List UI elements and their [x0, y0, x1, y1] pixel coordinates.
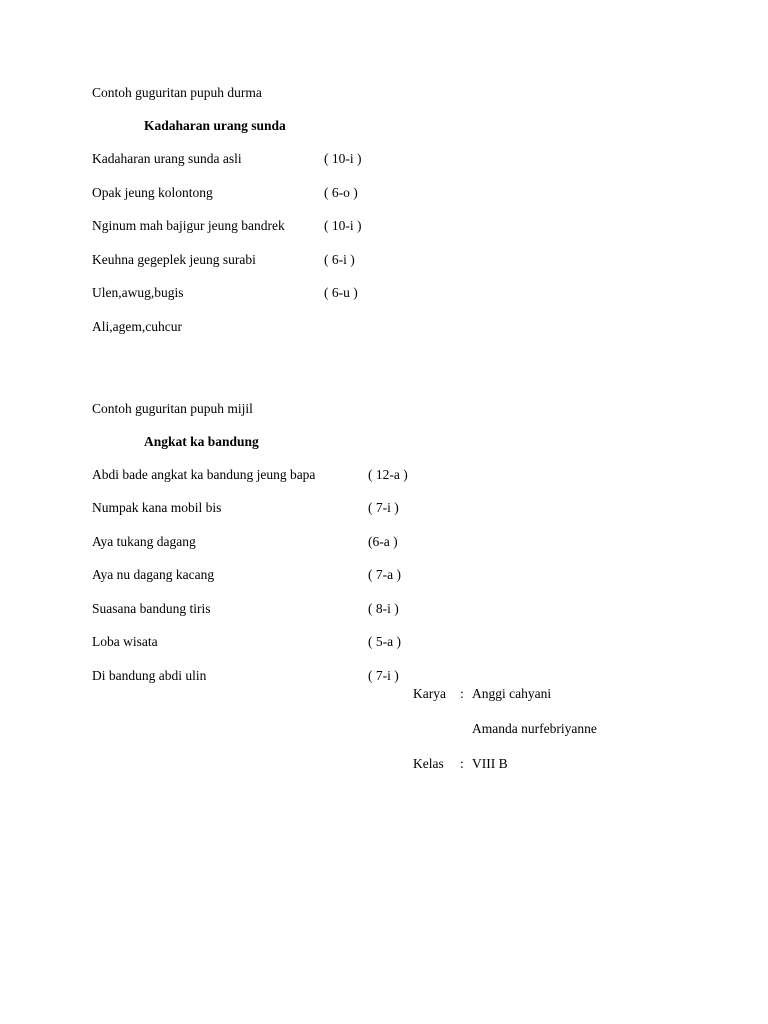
verse-meter: ( 12-a ) [368, 466, 408, 482]
verse-line [92, 667, 692, 685]
section-intro: Contoh guguritan pupuh durma [92, 85, 262, 100]
verse-meter: ( 10-i ) [324, 218, 362, 234]
poem-section-mijil [92, 400, 692, 685]
verse-text: Di bandung abdi ulin [92, 668, 207, 683]
verse-line [92, 150, 692, 168]
author-name-second: Amanda nurfebriyanne [472, 721, 597, 737]
verse-line [92, 499, 692, 517]
verse-text: Abdi bade angkat ka bandung jeung bapa [92, 466, 316, 482]
verse-line [92, 251, 692, 269]
verse-meter: ( 7-a ) [368, 567, 401, 583]
verse-line [92, 318, 692, 336]
verse-meter: ( 7-i ) [368, 500, 399, 516]
verse-line [92, 466, 692, 484]
verse-line [92, 533, 692, 551]
signature-block [413, 685, 597, 791]
verse-line [92, 184, 692, 202]
class-value: VIII B [472, 756, 508, 772]
poem-title: Angkat ka bandung [144, 433, 259, 449]
author-name: Anggi cahyani [472, 686, 552, 701]
verse-meter: ( 8-i ) [368, 600, 399, 616]
author-label: Karya [413, 686, 446, 701]
verse-text: Aya tukang dagang [92, 533, 196, 549]
verse-text: Ulen,awug,bugis [92, 285, 184, 301]
verse-line [92, 284, 692, 302]
verse-text: Keuhna gegeplek jeung surabi [92, 251, 256, 267]
verse-meter: ( 5-a ) [368, 634, 401, 650]
verse-meter: ( 10-i ) [324, 151, 362, 167]
verse-meter: (6-a ) [368, 533, 398, 549]
verse-text: Suasana bandung tiris [92, 600, 211, 616]
verse-line [92, 566, 692, 584]
section-intro: Contoh guguritan pupuh mijil [92, 400, 253, 416]
class-separator: : [460, 756, 464, 772]
author-row [413, 685, 597, 703]
verse-text: Aya nu dagang kacang [92, 567, 215, 583]
document-body [92, 84, 692, 701]
verse-text: Kadaharan urang sunda asli [92, 151, 242, 167]
verse-meter: ( 6-o ) [324, 184, 358, 200]
verse-text: Nginum mah bajigur jeung bandrek [92, 218, 285, 234]
class-row [413, 755, 597, 773]
author-separator: : [460, 686, 464, 701]
verse-meter: ( 6-i ) [324, 251, 355, 267]
poem-title: Kadaharan urang sunda [144, 118, 286, 134]
poem-section-durma [92, 84, 692, 336]
section-spacer [92, 352, 692, 400]
verse-meter: ( 7-i ) [368, 668, 399, 683]
verse-text: Opak jeung kolontong [92, 184, 213, 200]
verse-line [92, 633, 692, 651]
verse-text: Loba wisata [92, 634, 158, 650]
class-label: Kelas [413, 756, 444, 772]
verse-line [92, 600, 692, 618]
verse-text: Ali,agem,cuhcur [92, 318, 182, 334]
verse-text: Numpak kana mobil bis [92, 500, 222, 516]
verse-line [92, 217, 692, 235]
verse-meter: ( 6-u ) [324, 285, 358, 301]
